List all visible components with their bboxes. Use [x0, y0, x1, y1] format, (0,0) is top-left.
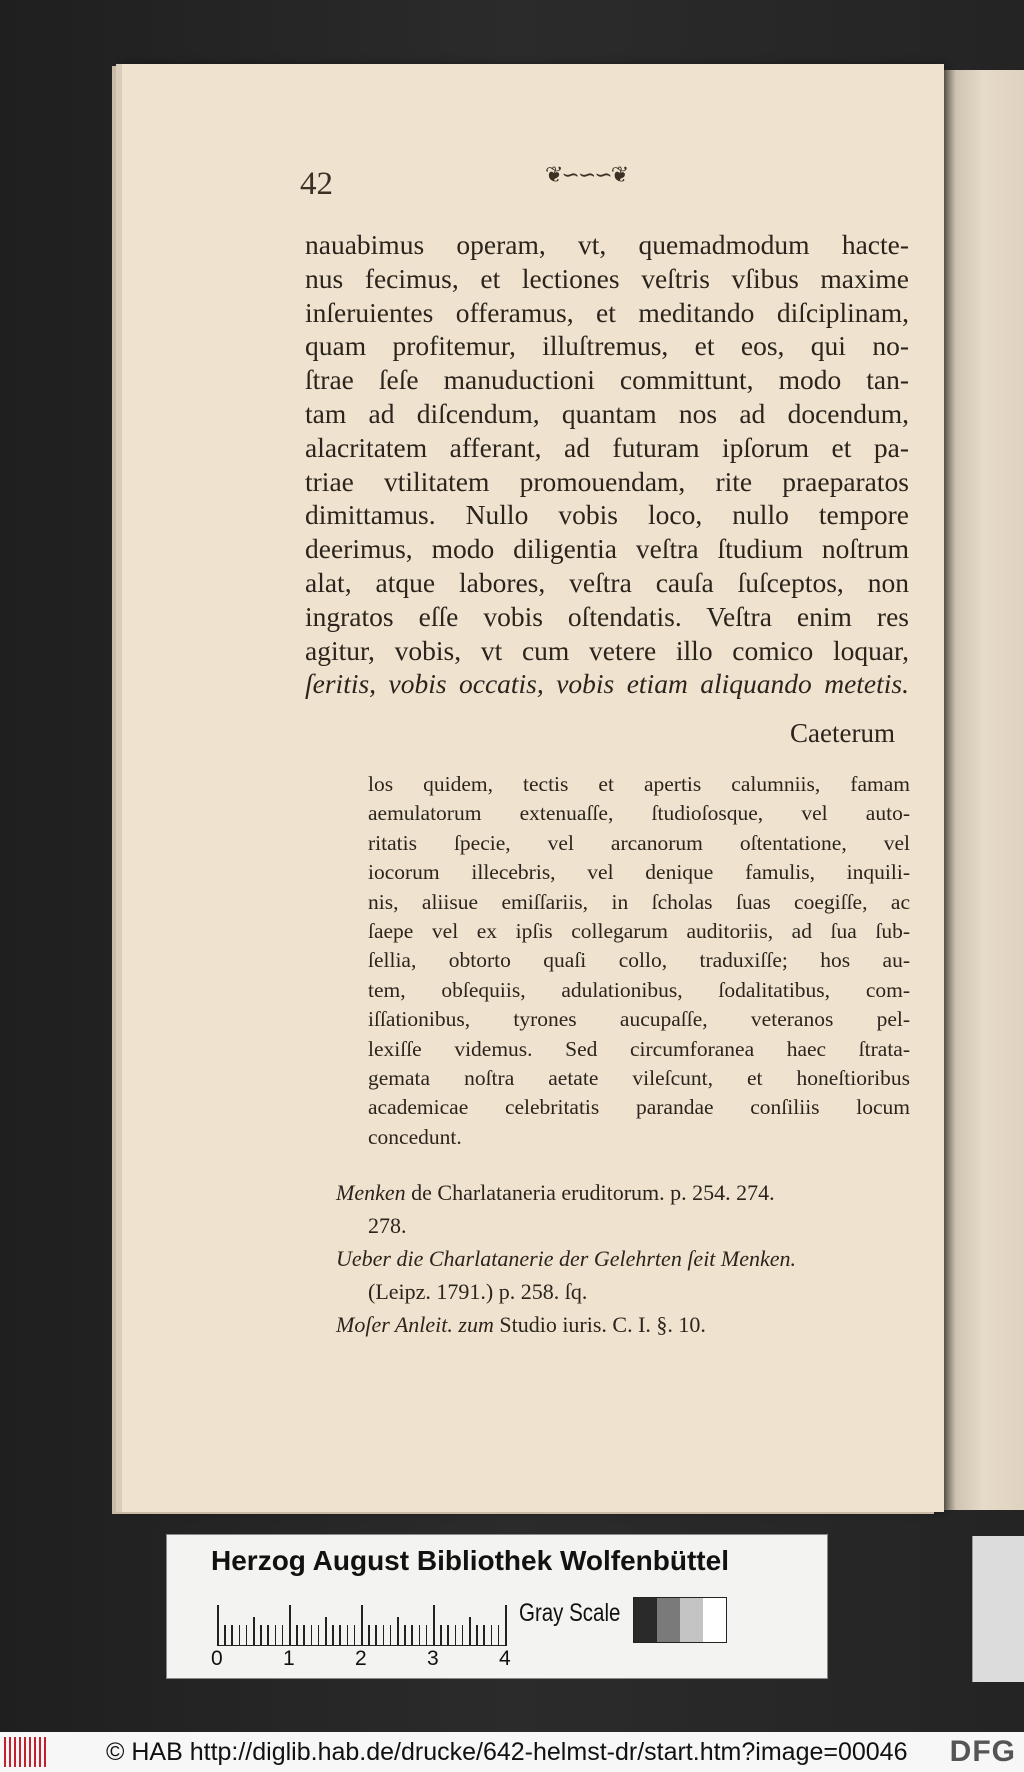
ruler-tick	[368, 1625, 370, 1645]
text-line: nus fecimus, et lectiones veſtris vſibus maxime	[305, 262, 909, 294]
scale-number: 0	[211, 1647, 223, 1670]
ruler-tick	[469, 1617, 471, 1645]
gray-swatch	[703, 1598, 726, 1642]
catchword: Caeterum	[790, 718, 895, 748]
ruler-tick	[275, 1625, 277, 1645]
ruler-tick	[260, 1625, 262, 1645]
ruler-tick	[354, 1625, 356, 1645]
text-line-italic: ſeritis, vobis occatis, vobis etiam aliquando metetis.	[305, 668, 909, 700]
reference-italic: Ueber die Charlatanerie der Gelehrten ſeit Menken.	[336, 1246, 797, 1271]
ruler-tick	[231, 1625, 233, 1645]
gray-scale-swatches	[633, 1597, 727, 1643]
scale-ruler	[217, 1603, 507, 1646]
text-line: ingratos eſſe vobis oſtendatis. Veſtra enim res	[305, 600, 909, 632]
ruler-tick	[411, 1625, 413, 1645]
text-line: quam profitemur, illuſtremus, et eos, qui no-	[305, 330, 909, 362]
ruler-tick	[462, 1625, 464, 1645]
reference-italic: Moſer Anleit. zum	[336, 1312, 494, 1337]
footnote-text	[368, 770, 910, 1152]
ruler-tick	[419, 1625, 421, 1645]
ruler-tick	[498, 1625, 500, 1645]
reference-text: (Leipz. 1791.) p. 258. ſq.	[368, 1279, 588, 1304]
adjacent-calibration-card	[972, 1536, 1024, 1682]
gray-scale-label: Gray Scale	[519, 1599, 621, 1627]
main-text	[305, 228, 909, 701]
ruler-tick	[433, 1605, 435, 1645]
color-calibration-card	[166, 1534, 828, 1679]
ruler-tick	[239, 1625, 241, 1645]
ruler-tick	[375, 1625, 377, 1645]
footnote-line: iſſationibus, tyrones aucupaſſe, veteranos pel-	[368, 1007, 910, 1032]
ruler-tick	[455, 1625, 457, 1645]
reference-entry	[336, 1209, 910, 1242]
reference-entry	[336, 1275, 910, 1308]
text-line: ſtrae ſeſe manuductioni committunt, modo tan-	[305, 364, 909, 396]
ruler-tick	[397, 1617, 399, 1645]
reference-entry	[336, 1176, 910, 1209]
text-line: deerimus, modo diligentia veſtra ſtudium noſtrum	[305, 533, 909, 565]
text-line: agitur, vobis, vt cum vetere illo comico loquar,	[305, 634, 909, 666]
text-line: alat, atque labores, veſtra cauſa ſuſceptos, non	[305, 566, 909, 598]
scale-number: 1	[283, 1647, 295, 1670]
ruler-tick	[267, 1625, 269, 1645]
reference-text: de Charlataneria eruditorum. p. 254. 274.	[405, 1180, 775, 1205]
footer-bar	[0, 1732, 1024, 1772]
footnote-line: nis, aliisue emiſſariis, in ſcholas ſuas coegiſſe, ac	[368, 889, 910, 914]
library-name: Herzog August Bibliothek Wolfenbüttel	[211, 1545, 729, 1576]
scale-number: 4	[499, 1647, 511, 1670]
ruler-tick	[390, 1625, 392, 1645]
ruler-tick	[339, 1625, 341, 1645]
footnote-line: concedunt.	[368, 1124, 462, 1149]
ruler-tick	[253, 1617, 255, 1645]
ruler-tick	[318, 1625, 320, 1645]
reference-entry	[336, 1308, 910, 1341]
reference-text: Studio iuris. C. I. §. 10.	[493, 1312, 706, 1337]
ruler-tick	[447, 1625, 449, 1645]
ruler-tick	[246, 1625, 248, 1645]
text-line: inſeruientes offeramus, et meditando diſciplinam,	[305, 296, 909, 328]
footnote-line: los quidem, tectis et apertis calumniis, famam	[368, 772, 910, 796]
gray-swatch	[680, 1598, 703, 1642]
footnote-line: ſaepe vel ex ipſis collegarum auditoriis, ad ſua ſub-	[368, 919, 910, 944]
header-ornament: ❦∽∽∽❦	[545, 162, 628, 187]
ruler-tick	[476, 1625, 478, 1645]
adjacent-page-edge	[944, 70, 1024, 1510]
scale-number: 3	[427, 1647, 439, 1670]
ruler-tick	[347, 1625, 349, 1645]
ruler-tick	[332, 1625, 334, 1645]
footnote-line: lexiſſe videmus. Sed circumforanea haec ſtrata-	[368, 1036, 910, 1061]
scale-number: 2	[355, 1647, 367, 1670]
footnote-line: ritatis ſpecie, vel arcanorum oſtentatione, vel	[368, 830, 910, 855]
page-number: 42	[300, 166, 333, 202]
gray-swatch	[657, 1598, 680, 1642]
text-line: triae vtilitatem promouendam, rite praeparatos	[305, 465, 909, 497]
gray-swatch	[634, 1598, 657, 1642]
ruler-tick	[483, 1625, 485, 1645]
text-line: dimittamus. Nullo vobis loco, nullo tempore	[305, 499, 909, 531]
source-url[interactable]: © HAB http://diglib.hab.de/drucke/642-helmst-dr/start.htm?image=00046	[106, 1737, 908, 1766]
ruler-tick	[505, 1605, 507, 1645]
ruler-tick	[282, 1625, 284, 1645]
ruler-tick	[289, 1605, 291, 1645]
ruler-tick	[361, 1605, 363, 1645]
ruler-tick	[303, 1625, 305, 1645]
reference-text: 278.	[368, 1213, 407, 1238]
footnote-line: tem, obſequiis, adulationibus, ſodalitatibus, com-	[368, 977, 910, 1002]
text-line: nauabimus operam, vt, quemadmodum hacte-	[305, 229, 909, 260]
ruler-tick	[426, 1625, 428, 1645]
ruler-tick	[440, 1625, 442, 1645]
footnote-line: academicae celebritatis parandae conſiliis locum	[368, 1095, 910, 1120]
ruler-tick	[404, 1625, 406, 1645]
references	[336, 1176, 910, 1341]
hab-logo-icon	[4, 1737, 48, 1767]
footnote-line: ſellia, obtorto quaſi collo, traduxiſſe; hos au-	[368, 948, 910, 973]
footnote-line: aemulatorum extenuaſſe, ſtudioſosque, vel auto-	[368, 801, 910, 826]
dfg-logo: DFG	[949, 1735, 1016, 1768]
ruler-tick	[325, 1617, 327, 1645]
footnote-line: gemata noſtra aetate vileſcunt, et honeſtioribus	[368, 1066, 910, 1091]
ruler-tick	[224, 1625, 226, 1645]
text-line: alacritatem afferant, ad futuram ipſorum et pa-	[305, 431, 909, 463]
ruler-tick	[311, 1625, 313, 1645]
ruler-tick	[296, 1625, 298, 1645]
reference-italic: Menken	[336, 1180, 406, 1205]
ruler-tick	[383, 1625, 385, 1645]
ruler-tick	[217, 1605, 219, 1645]
ruler-tick	[491, 1625, 493, 1645]
footnote-line: iocorum illecebris, vel denique famulis, inquili-	[368, 860, 910, 885]
text-line: tam ad diſcendum, quantam nos ad docendum,	[305, 397, 909, 429]
reference-entry	[336, 1242, 910, 1275]
